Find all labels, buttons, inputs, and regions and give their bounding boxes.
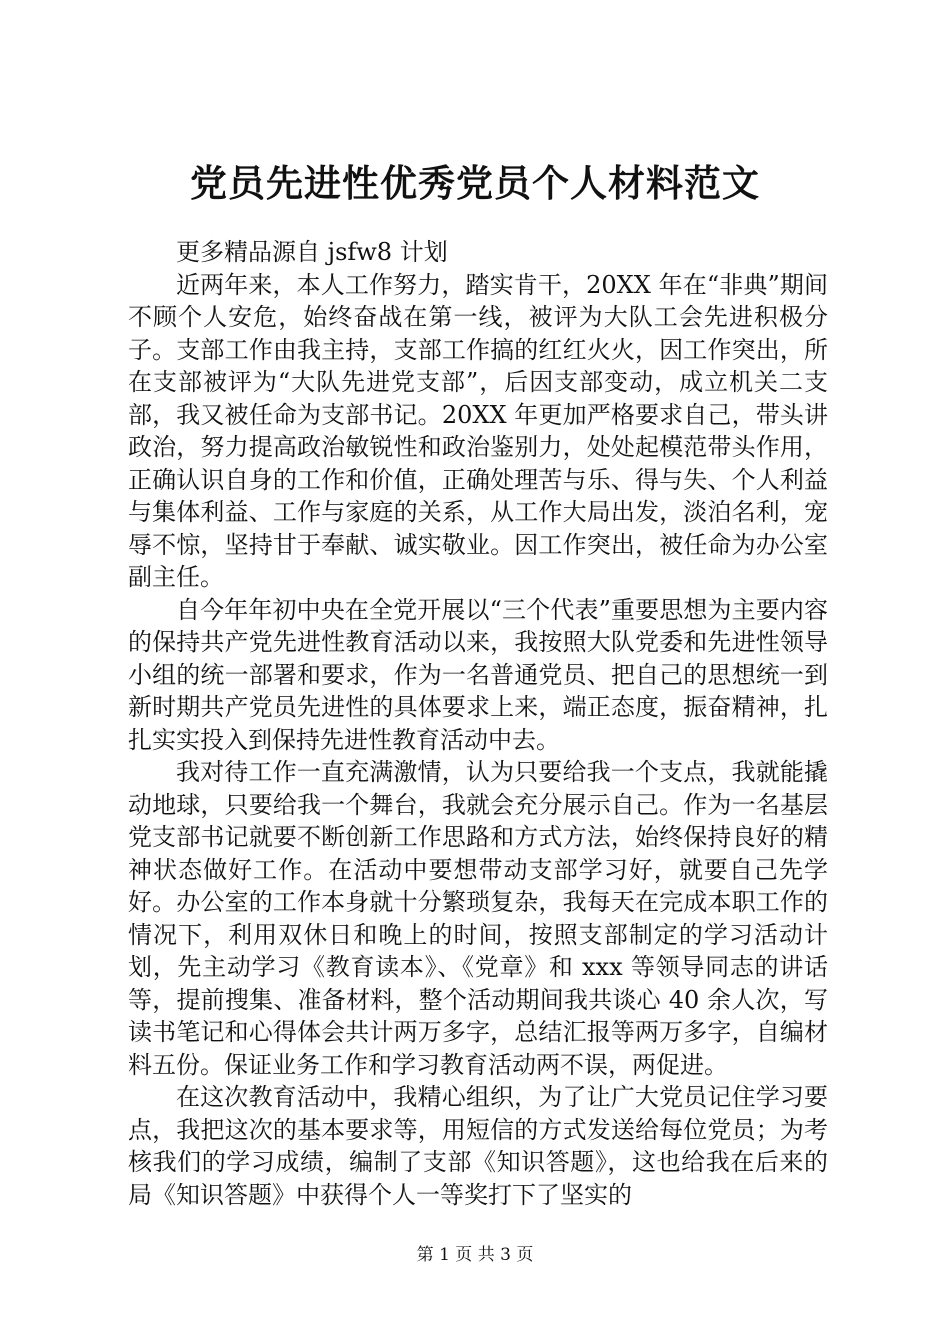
source-note: 更多精品源自 jsfw8 计划 [176,238,448,266]
document-title: 党员先进性优秀党员个人材料范文 [190,161,760,205]
document-body [128,236,828,1211]
paragraph-1: 近两年来，本人工作努力，踏实肯干，20XX 年在“非典”期间不顾个人安危，始终奋战在第一线，被评为大队工会先进积极分子。支部工作由我主持，支部工作搞的红红火火，因工作突出，所在支部被评为“大队先进党支部”，后因支部变动，成立机关二支部，我又被任命为支部书记。20XX 年更加严格要求自己，带头讲政治，努力提高政治敏锐性和政治鉴别力，处处起模范带头作用，正确认识自身的工作和价值，正确处理苦与乐、得与失、个人利益与集体利益、工作与家庭的关系，从工作大局出发，淡泊名利，宠辱不惊，坚持甘于奉献、诚实敬业。因工作突出，被任命为办公室副主任。 [128,270,828,591]
page-footer: 第 1 页 共 3 页 [416,1245,534,1265]
paragraph-3: 我对待工作一直充满激情，认为只要给我一个支点，我就能撬动地球，只要给我一个舞台，我就会充分展示自己。作为一名基层党支部书记就要不断创新工作思路和方式方法，始终保持良好的精神状态做好工作。在活动中要想带动支部学习好，就要自己先学好。办公室的工作本身就十分繁琐复杂，我每天在完成本职工作的情况下，利用双休日和晚上的时间，按照支部制定的学习活动计划，先主动学习《教育读本》、《党章》和 xxx 等领导同志的讲话等，提前搜集、准备材料，整个活动期间我共谈心 40 余人次，写读书笔记和心得体会共计两万多字，总结汇报等两万多字，自编材料五份。保证业务工作和学习教育活动两不误，两促进。 [128,758,828,1079]
paragraph-4: 在这次教育活动中，我精心组织，为了让广大党员记住学习要点，我把这次的基本要求等，用短信的方式发送给每位党员；为考核我们的学习成绩，编制了支部《知识答题》，这也给我在后来的局《知识答题》中获得个人一等奖打下了坚实的 [128,1083,828,1209]
paragraph-2: 自今年年初中央在全党开展以“三个代表”重要思想为主要内容的保持共产党先进性教育活动以来，我按照大队党委和先进性领导小组的统一部署和要求，作为一名普通党员、把自己的思想统一到新时期共产党员先进性的具体要求上来，端正态度，振奋精神，扎扎实实投入到保持先进性教育活动中去。 [128,595,828,754]
